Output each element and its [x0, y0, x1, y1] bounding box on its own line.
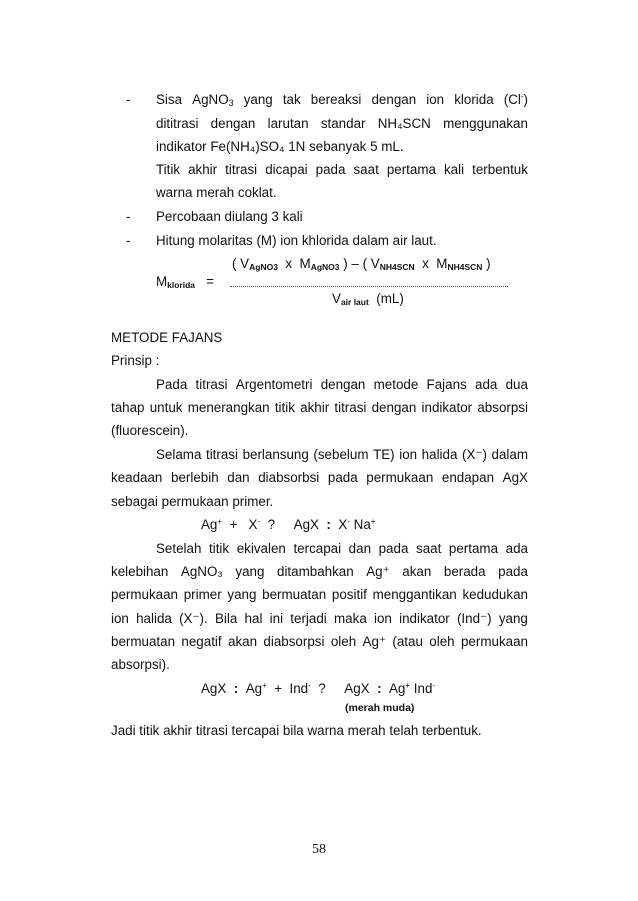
para-1-line-1: Pada titrasi Argentometri dengan metode Fajans ada dua — [156, 377, 528, 392]
equation-1: Ag+ + X- ? AgX : X- Na+ — [201, 517, 376, 532]
bullet-dash: - — [126, 233, 131, 248]
bullet-1-line-1: Sisa AgNO$_3$ yang tak bereaksi dengan ion klorida (Cl-) — [156, 92, 528, 108]
bullet-dash: - — [126, 209, 131, 224]
para-3-line-5: bermuatan negatif akan diabsorpsi oleh Ag⁺ (atau oleh permukaan — [111, 634, 528, 649]
color-note: (merah muda) — [345, 702, 415, 714]
para-2-line-3: sebagai permukaan primer. — [111, 494, 274, 509]
bullet-3-text: Hitung molaritas (M) ion khlorida dalam air laut. — [156, 233, 437, 248]
para-3-line-3: permukaan primer yang bermuatan positif menggantikan kedudukan — [111, 587, 528, 602]
formula-lhs: $M_{klorida}$ = — [156, 274, 215, 290]
conclusion-text: Jadi titik akhir titrasi tercapai bila warna merah telah terbentuk. — [111, 723, 482, 738]
bullet-1-line-3: indikator Fe(NH₄)SO₄ 1N sebanyak 5 mL. — [156, 139, 404, 154]
bullet-1-line-4: Titik akhir titrasi dicapai pada saat pertama kali terbentuk — [156, 162, 528, 177]
bullet-1-line-5: warna merah coklat. — [156, 185, 277, 200]
bullet-2-text: Percobaan diulang 3 kali — [156, 209, 303, 224]
bullet-1-line-2: dititrasi dengan larutan standar NH₄SCN menggunakan — [156, 116, 528, 131]
fraction-line — [230, 286, 508, 287]
para-3-line-2: kelebihan AgNO₃ yang ditambahkan Ag⁺ akan berada pada — [111, 564, 528, 579]
page-number: 58 — [312, 842, 326, 857]
equation-2: AgX : Ag+ + Ind- ? AgX : Ag+ Ind- — [201, 681, 436, 696]
prinsip-label: Prinsip : — [111, 353, 160, 368]
para-3-line-1: Setelah titik ekivalen tercapai dan pada saat pertama ada — [156, 541, 528, 556]
bullet-dash: - — [126, 92, 131, 107]
formula-numerator: ( $V_{AgNO3}$ x $M_{AgNO3}$ ) – ( $V_{NH4SCN}$ x $M_{NH4SCN}$ ) — [232, 256, 491, 272]
para-3-line-6: absorpsi). — [111, 657, 170, 672]
para-2-line-2: keadaan berlebih dan diabsorbsi pada permukaan endapan AgX — [111, 470, 528, 485]
para-1-line-2: tahap untuk menerangkan titik akhir titrasi dengan indikator absorpsi — [111, 400, 528, 415]
formula-denominator: $V_{air laut}$ (mL) — [332, 291, 404, 307]
para-2-line-1: Selama titrasi berlansung (sebelum TE) ion halida (X⁻) dalam — [156, 447, 528, 462]
para-1-line-3: (fluorescein). — [111, 423, 189, 438]
para-3-line-4: ion halida (X⁻). Bila hal ini terjadi maka ion indikator (Ind⁻) yang — [111, 611, 528, 626]
section-title: METODE FAJANS — [111, 330, 223, 345]
